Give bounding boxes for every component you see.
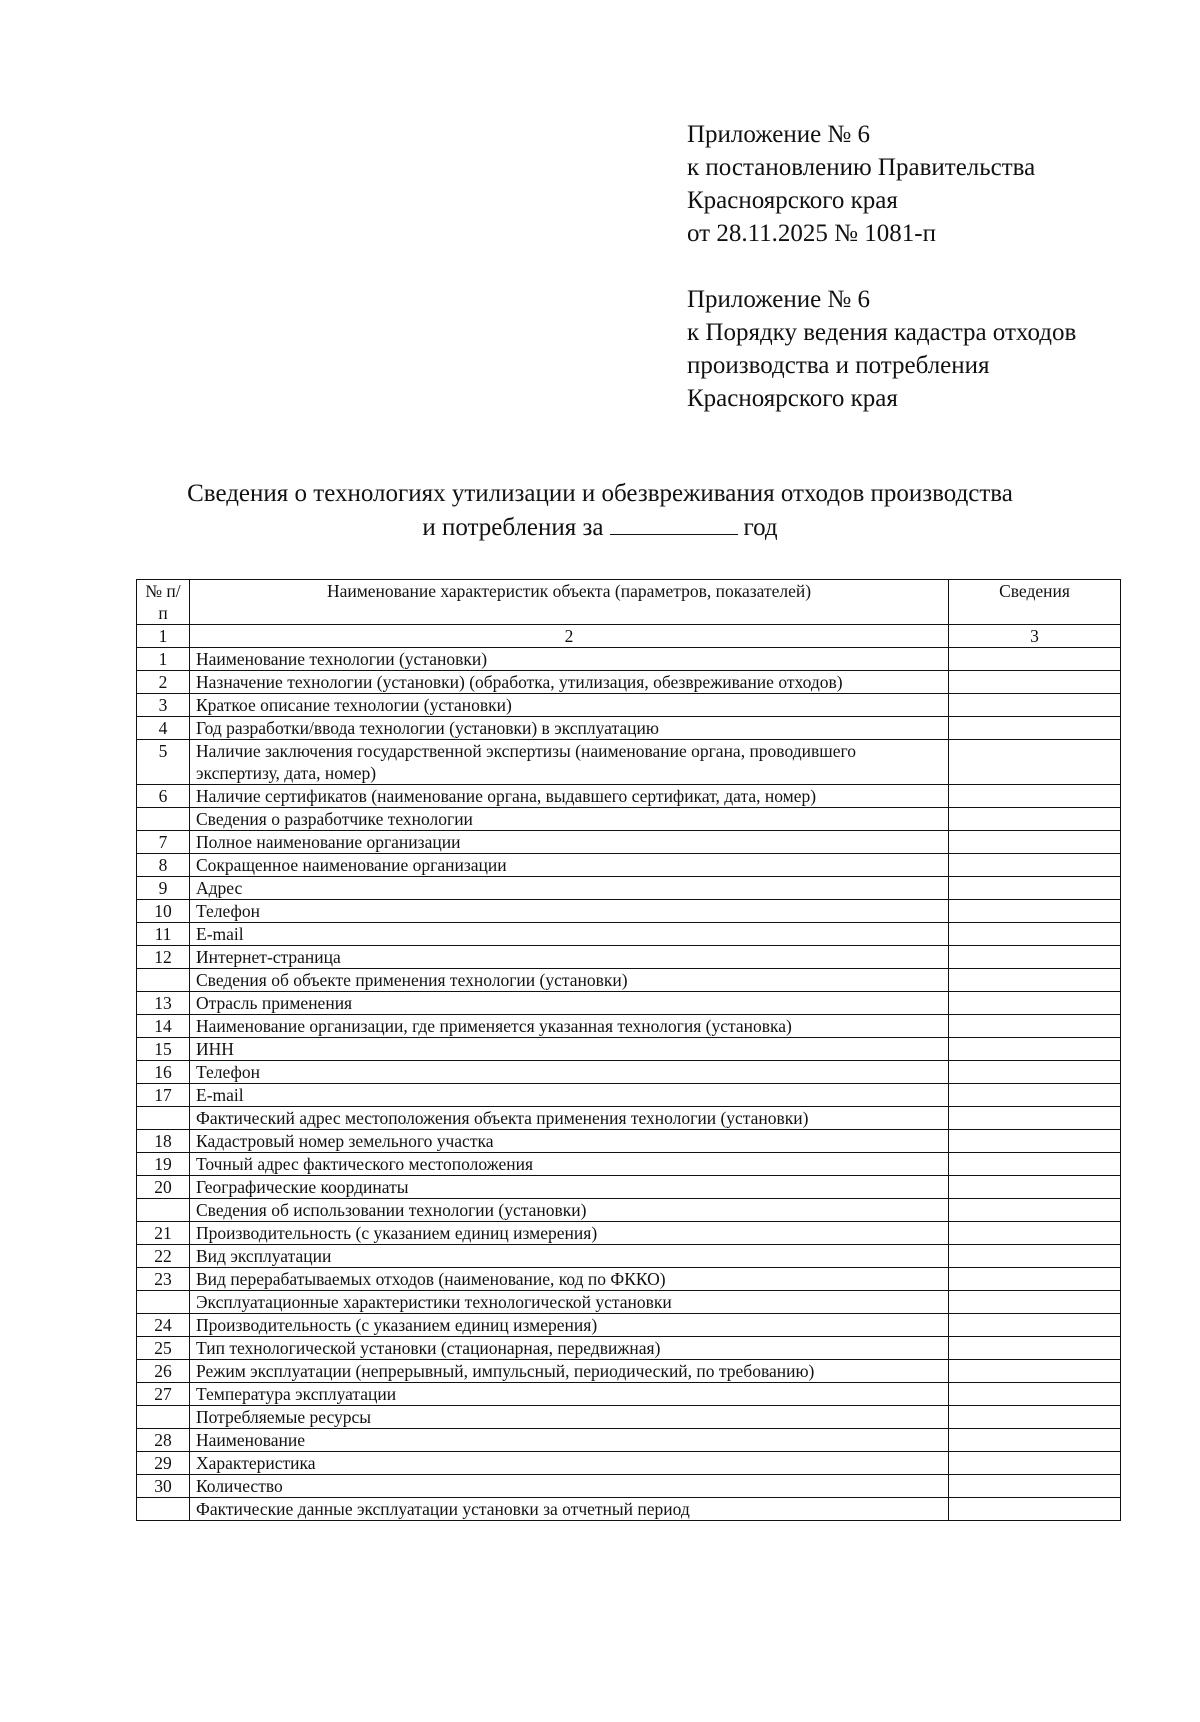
row-characteristic: E-mail: [190, 923, 949, 946]
title-suffix: год: [743, 514, 778, 541]
row-characteristic: Вид эксплуатации: [190, 1245, 949, 1268]
row-number: [137, 1406, 190, 1429]
table-row: [137, 1475, 1121, 1498]
table-row: [137, 648, 1121, 671]
column-number: 2: [190, 625, 949, 648]
row-number: 11: [137, 923, 190, 946]
table-row: [137, 694, 1121, 717]
header-line: производства и потребления: [687, 352, 990, 379]
table-row: [137, 1498, 1121, 1521]
header-info: Сведения: [949, 580, 1121, 625]
row-info-cell[interactable]: [949, 1383, 1121, 1406]
table-row: [137, 1314, 1121, 1337]
table-row: [137, 1061, 1121, 1084]
year-blank-line: [610, 510, 738, 535]
table-row: [137, 717, 1121, 740]
row-characteristic: Телефон: [190, 900, 949, 923]
row-info-cell[interactable]: [949, 808, 1121, 831]
row-info-cell[interactable]: [949, 1360, 1121, 1383]
row-number: 28: [137, 1429, 190, 1452]
table-row: [137, 854, 1121, 877]
row-number: [137, 969, 190, 992]
row-characteristic: Адрес: [190, 877, 949, 900]
row-number: 7: [137, 831, 190, 854]
row-info-cell[interactable]: [949, 694, 1121, 717]
column-number: 3: [949, 625, 1121, 648]
table-row: [137, 1268, 1121, 1291]
row-info-cell[interactable]: [949, 1498, 1121, 1521]
header-line: Красноярского края: [687, 187, 898, 214]
row-info-cell[interactable]: [949, 1107, 1121, 1130]
table-row: [137, 1015, 1121, 1038]
table-row: [137, 1130, 1121, 1153]
table-row: [137, 1176, 1121, 1199]
row-number: [137, 1107, 190, 1130]
row-info-cell[interactable]: [949, 1015, 1121, 1038]
row-characteristic: Количество: [190, 1475, 949, 1498]
table-row: [137, 1383, 1121, 1406]
table-row: [137, 1429, 1121, 1452]
row-info-cell[interactable]: [949, 671, 1121, 694]
table-header-row: [137, 580, 1121, 625]
document-title: [100, 477, 1100, 544]
row-info-cell[interactable]: [949, 1084, 1121, 1107]
appendix-header-resolution: [687, 118, 1035, 250]
row-number: 3: [137, 694, 190, 717]
row-info-cell[interactable]: [949, 1061, 1121, 1084]
column-number: 1: [137, 625, 190, 648]
row-number: 18: [137, 1130, 190, 1153]
row-number: 24: [137, 1314, 190, 1337]
table-row: [137, 946, 1121, 969]
row-number: 21: [137, 1222, 190, 1245]
row-number: 29: [137, 1452, 190, 1475]
row-characteristic: Географические координаты: [190, 1176, 949, 1199]
header-line: к постановлению Правительства: [687, 154, 1036, 181]
table-row: [137, 808, 1121, 831]
row-info-cell[interactable]: [949, 1153, 1121, 1176]
column-numbers-row: [137, 625, 1121, 648]
row-info-cell[interactable]: [949, 1199, 1121, 1222]
row-characteristic: Наименование организации, где применяется указанная технология (установка): [190, 1015, 949, 1038]
row-info-cell[interactable]: [949, 1222, 1121, 1245]
header-line: к Порядку ведения кадастра отходов: [687, 319, 1077, 346]
header-name: Наименование характеристик объекта (параметров, показателей): [190, 580, 949, 625]
row-info-cell[interactable]: [949, 717, 1121, 740]
row-number: 25: [137, 1337, 190, 1360]
row-number: 1: [137, 648, 190, 671]
title-line-1: Сведения о технологиях утилизации и обезвреживания отходов производства: [187, 480, 1013, 507]
row-characteristic: Сведения о разработчике технологии: [190, 808, 949, 831]
row-number: 9: [137, 877, 190, 900]
row-characteristic: Наименование: [190, 1429, 949, 1452]
row-characteristic: Потребляемые ресурсы: [190, 1406, 949, 1429]
row-characteristic: Сведения об объекте применения технологии (установки): [190, 969, 949, 992]
row-info-cell[interactable]: [949, 923, 1121, 946]
row-number: 14: [137, 1015, 190, 1038]
row-info-cell[interactable]: [949, 877, 1121, 900]
row-info-cell[interactable]: [949, 1406, 1121, 1429]
header-num: № п/п: [137, 580, 190, 625]
table-row: [137, 1452, 1121, 1475]
table-row: [137, 1291, 1121, 1314]
row-characteristic: Краткое описание технологии (установки): [190, 694, 949, 717]
header-line: Красноярского края: [687, 385, 898, 412]
row-characteristic: Вид перерабатываемых отходов (наименование, код по ФККО): [190, 1268, 949, 1291]
row-number: [137, 808, 190, 831]
row-number: 16: [137, 1061, 190, 1084]
row-number: 5: [137, 740, 190, 785]
table-row: [137, 923, 1121, 946]
row-info-cell[interactable]: [949, 1176, 1121, 1199]
row-number: 10: [137, 900, 190, 923]
row-characteristic: Год разработки/ввода технологии (установки) в эксплуатацию: [190, 717, 949, 740]
row-info-cell[interactable]: [949, 969, 1121, 992]
row-number: 13: [137, 992, 190, 1015]
row-number: 23: [137, 1268, 190, 1291]
row-number: 2: [137, 671, 190, 694]
row-characteristic: Точный адрес фактического местоположения: [190, 1153, 949, 1176]
row-info-cell[interactable]: [949, 831, 1121, 854]
table-row: [137, 1222, 1121, 1245]
row-info-cell[interactable]: [949, 1429, 1121, 1452]
row-characteristic: Сокращенное наименование организации: [190, 854, 949, 877]
row-number: 4: [137, 717, 190, 740]
row-number: 15: [137, 1038, 190, 1061]
row-number: 27: [137, 1383, 190, 1406]
row-characteristic: ИНН: [190, 1038, 949, 1061]
row-characteristic: Фактический адрес местоположения объекта применения технологии (установки): [190, 1107, 949, 1130]
row-number: [137, 1291, 190, 1314]
row-number: 30: [137, 1475, 190, 1498]
row-characteristic: E-mail: [190, 1084, 949, 1107]
row-number: 19: [137, 1153, 190, 1176]
row-info-cell[interactable]: [949, 1475, 1121, 1498]
row-characteristic: Кадастровый номер земельного участка: [190, 1130, 949, 1153]
header-line: от 28.11.2025 № 1081-п: [687, 220, 936, 247]
appendix-header-procedure: [687, 283, 1076, 415]
table-row: [137, 1038, 1121, 1061]
row-characteristic: Назначение технологии (установки) (обработка, утилизация, обезвреживание отходов): [190, 671, 949, 694]
row-info-cell[interactable]: [949, 1452, 1121, 1475]
row-info-cell[interactable]: [949, 1245, 1121, 1268]
table-row: [137, 1406, 1121, 1429]
row-info-cell[interactable]: [949, 1130, 1121, 1153]
table-row: [137, 1337, 1121, 1360]
table-row: [137, 1245, 1121, 1268]
row-info-cell[interactable]: [949, 740, 1121, 785]
row-number: 12: [137, 946, 190, 969]
row-characteristic: Сведения об использовании технологии (установки): [190, 1199, 949, 1222]
table-row: [137, 969, 1121, 992]
table-row: [137, 900, 1121, 923]
row-info-cell[interactable]: [949, 785, 1121, 808]
table-row: [137, 785, 1121, 808]
table-row: [137, 1107, 1121, 1130]
title-prefix: и потребления за: [422, 514, 604, 541]
technology-info-table: [136, 579, 1121, 1521]
row-characteristic: Отрасль применения: [190, 992, 949, 1015]
row-info-cell[interactable]: [949, 1038, 1121, 1061]
row-characteristic: Производительность (с указанием единиц измерения): [190, 1222, 949, 1245]
table-row: [137, 877, 1121, 900]
row-characteristic: Наличие заключения государственной экспертизы (наименование органа, проводившего экспертизу, дата, номер): [190, 740, 949, 785]
row-number: [137, 1199, 190, 1222]
table-row: [137, 740, 1121, 785]
row-characteristic: Наименование технологии (установки): [190, 648, 949, 671]
row-info-cell[interactable]: [949, 946, 1121, 969]
row-number: [137, 1498, 190, 1521]
row-number: 6: [137, 785, 190, 808]
row-characteristic: Производительность (с указанием единиц измерения): [190, 1314, 949, 1337]
row-characteristic: Эксплуатационные характеристики технологической установки: [190, 1291, 949, 1314]
row-number: 26: [137, 1360, 190, 1383]
table-row: [137, 1199, 1121, 1222]
table-row: [137, 1153, 1121, 1176]
row-number: 17: [137, 1084, 190, 1107]
title-line-2: [100, 510, 1100, 544]
header-line: Приложение № 6: [687, 286, 871, 313]
row-characteristic: Телефон: [190, 1061, 949, 1084]
row-info-cell[interactable]: [949, 992, 1121, 1015]
table-row: [137, 671, 1121, 694]
row-characteristic: Наличие сертификатов (наименование органа, выдавшего сертификат, дата, номер): [190, 785, 949, 808]
row-number: 8: [137, 854, 190, 877]
table-body: [137, 648, 1121, 1521]
header-line: Приложение № 6: [687, 121, 871, 148]
row-info-cell[interactable]: [949, 648, 1121, 671]
row-info-cell[interactable]: [949, 1337, 1121, 1360]
row-characteristic: Температура эксплуатации: [190, 1383, 949, 1406]
row-characteristic: Полное наименование организации: [190, 831, 949, 854]
table-row: [137, 831, 1121, 854]
row-characteristic: Режим эксплуатации (непрерывный, импульсный, периодический, по требованию): [190, 1360, 949, 1383]
row-characteristic: Тип технологической установки (стационарная, передвижная): [190, 1337, 949, 1360]
row-characteristic: Характеристика: [190, 1452, 949, 1475]
row-info-cell[interactable]: [949, 854, 1121, 877]
table-row: [137, 992, 1121, 1015]
row-number: 20: [137, 1176, 190, 1199]
row-info-cell[interactable]: [949, 900, 1121, 923]
table-row: [137, 1360, 1121, 1383]
row-info-cell[interactable]: [949, 1268, 1121, 1291]
row-number: 22: [137, 1245, 190, 1268]
row-characteristic: Интернет-страница: [190, 946, 949, 969]
table-row: [137, 1084, 1121, 1107]
row-info-cell[interactable]: [949, 1291, 1121, 1314]
row-info-cell[interactable]: [949, 1314, 1121, 1337]
row-characteristic: Фактические данные эксплуатации установки за отчетный период: [190, 1498, 949, 1521]
